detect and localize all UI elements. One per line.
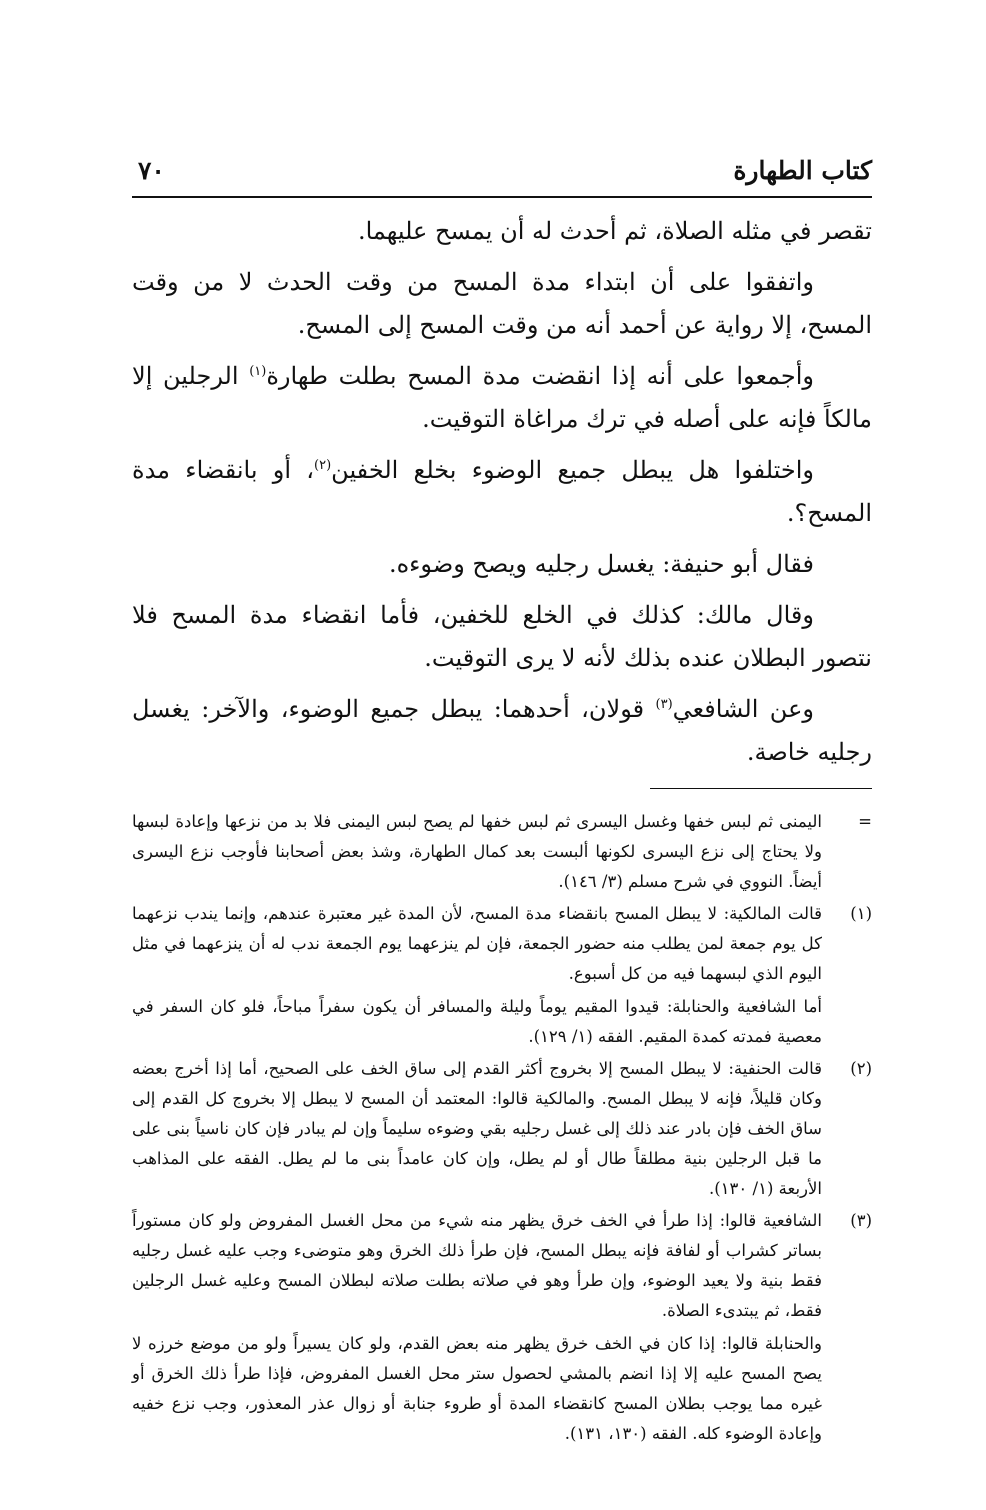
paragraph-text: واختلفوا هل يبطل جميع الوضوء بخلع الخفين — [331, 456, 815, 484]
footnote-continuation — [132, 807, 872, 897]
paragraph-text: الرجلين إلا مالكاً فإنه على أصله في ترك مراغاة التوقيت. — [132, 362, 872, 433]
footnote-text: أما الشافعية والحنابلة: قيدوا المقيم يوماً وليلة والمسافر أن يكون سفراً مباحاً، فلو كان السفر في معصية فمدته كمدة المقيم. الفقه (١/ ١٢٩). — [132, 997, 822, 1046]
footnote-text: قالت الحنفية: لا يبطل المسح إلا بخروج أكثر القدم إلى ساق الخف على الصحيح، أما إذا أخرج بعضه وكان قليلاً، فإنه لا يبطل المسح. والمالكية قالوا: المعتمد أن المسح لا يبطل إلا بخروج كل القدم إلى ساق الخف فإن بادر عند ذلك إلى غسل رجليه بقي وضوءه سليماً وإن لم يبادر فإن كان ناسياً بنى على ما قبل الرجلين بنية مطلقاً طال أو لم يطل، وإن كان عامداً بنى ما لم يطل. الفقه على المذاهب الأربعة (١/ ١٣٠). — [132, 1059, 822, 1198]
footnote-reference: (٢) — [314, 458, 332, 473]
footnote-2 — [132, 1054, 872, 1204]
footnote-text: والحنابلة قالوا: إذا كان في الخف خرق يظهر منه بعض القدم، ولو كان يسيراً ولو من موضع خرزه لا يصح المسح عليه إلا إذا انضم بالمشي لحصول ستر محل الغسل المفروض، فإذا طرأ ذلك الخرق أو غيره مما يوجب بطلان المسح كانقضاء المدة أو طروء جنابة أو زوال عذر المعذور، وجب نزع خفيه وإعادة الوضوء كله. الفقه (١٣٠، ١٣١). — [132, 1334, 822, 1443]
footnote-number: = — [858, 812, 872, 831]
footnote-3 — [132, 1206, 872, 1449]
footnote-separator — [650, 788, 872, 789]
footnote-text: اليمنى ثم لبس خفها وغسل اليسرى ثم لبس خفها لم يصح لبس اليمنى فلا بد من نزعها وإعادة لبسها ولا يحتاج إلى نزع اليسرى لكونها ألبست بعد كمال الطهارة، وشذ بعض أصحابنا فأوجب نزع اليسرى أيضاً. النووي في شرح مسلم (٣/ ١٤٦). — [132, 812, 822, 891]
paragraph-text: وعن الشافعي — [672, 695, 814, 723]
page-header — [132, 150, 872, 198]
main-text — [132, 210, 872, 774]
footnote-number: (٣) — [850, 1211, 872, 1230]
paragraph — [132, 355, 872, 441]
footnote-text: قالت المالكية: لا يبطل المسح بانقضاء مدة المسح، لأن المدة غير معتبرة عندهم، وإنما يندب نزعهما كل يوم جمعة لمن يطلب منه حضور الجمعة، فإن لم ينزعهما يوم الجمعة ندب له أن ينزعهما في مثل اليوم الذي لبسهما فيه من كل أسبوع. — [132, 904, 822, 983]
paragraph — [132, 688, 872, 774]
footnote-text: الشافعية قالوا: إذا طرأ في الخف خرق يظهر منه شيء من محل الغسل المفروض ولو كان مستوراً بساتر كشراب أو لفافة فإنه يبطل المسح، فإن طرأ ذلك الخرق وهو متوضىء وجب عليه غسل رجليه فقط بنية ولا يعيد الوضوء، وإن طرأ وهو في صلاته بطلت صلاته لبطلان المسح وعليه غسل الرجلين فقط، ثم يبتدىء الصلاة. — [132, 1211, 822, 1320]
footnote-number: (٢) — [850, 1059, 872, 1078]
paragraph-text: ، أو بانقضاء مدة المسح؟. — [132, 456, 872, 527]
page-number: ٧٠ — [138, 156, 165, 185]
paragraph: وقال مالك: كذلك في الخلع للخفين، فأما انقضاء مدة المسح فلا نتصور البطلان عنده بذلك لأنه لا يرى التوقيت. — [132, 601, 872, 672]
paragraph: واتفقوا على أن ابتداء مدة المسح من وقت الحدث لا من وقت المسح، إلا رواية عن أحمد أنه من وقت المسح إلى المسح. — [132, 268, 872, 339]
book-title: كتاب الطهارة — [733, 156, 872, 185]
paragraph-text: وأجمعوا على أنه إذا انقضت مدة المسح بطلت طهارة — [266, 362, 814, 390]
paragraph: فقال أبو حنيفة: يغسل رجليه ويصح وضوءه. — [388, 550, 814, 578]
book-page — [132, 150, 872, 1451]
paragraph — [132, 449, 872, 535]
paragraph-text: قولان، أحدهما: يبطل جميع الوضوء، والآخر: يغسل رجليه خاصة. — [132, 695, 872, 766]
footnote-number: (١) — [850, 904, 872, 923]
footnote-1 — [132, 899, 872, 1052]
footnote-reference: (١) — [249, 364, 267, 379]
paragraph: تقصر في مثله الصلاة، ثم أحدث له أن يمسح عليهما. — [357, 217, 872, 245]
footnote-reference: (٣) — [655, 697, 673, 712]
footnotes — [132, 807, 872, 1449]
